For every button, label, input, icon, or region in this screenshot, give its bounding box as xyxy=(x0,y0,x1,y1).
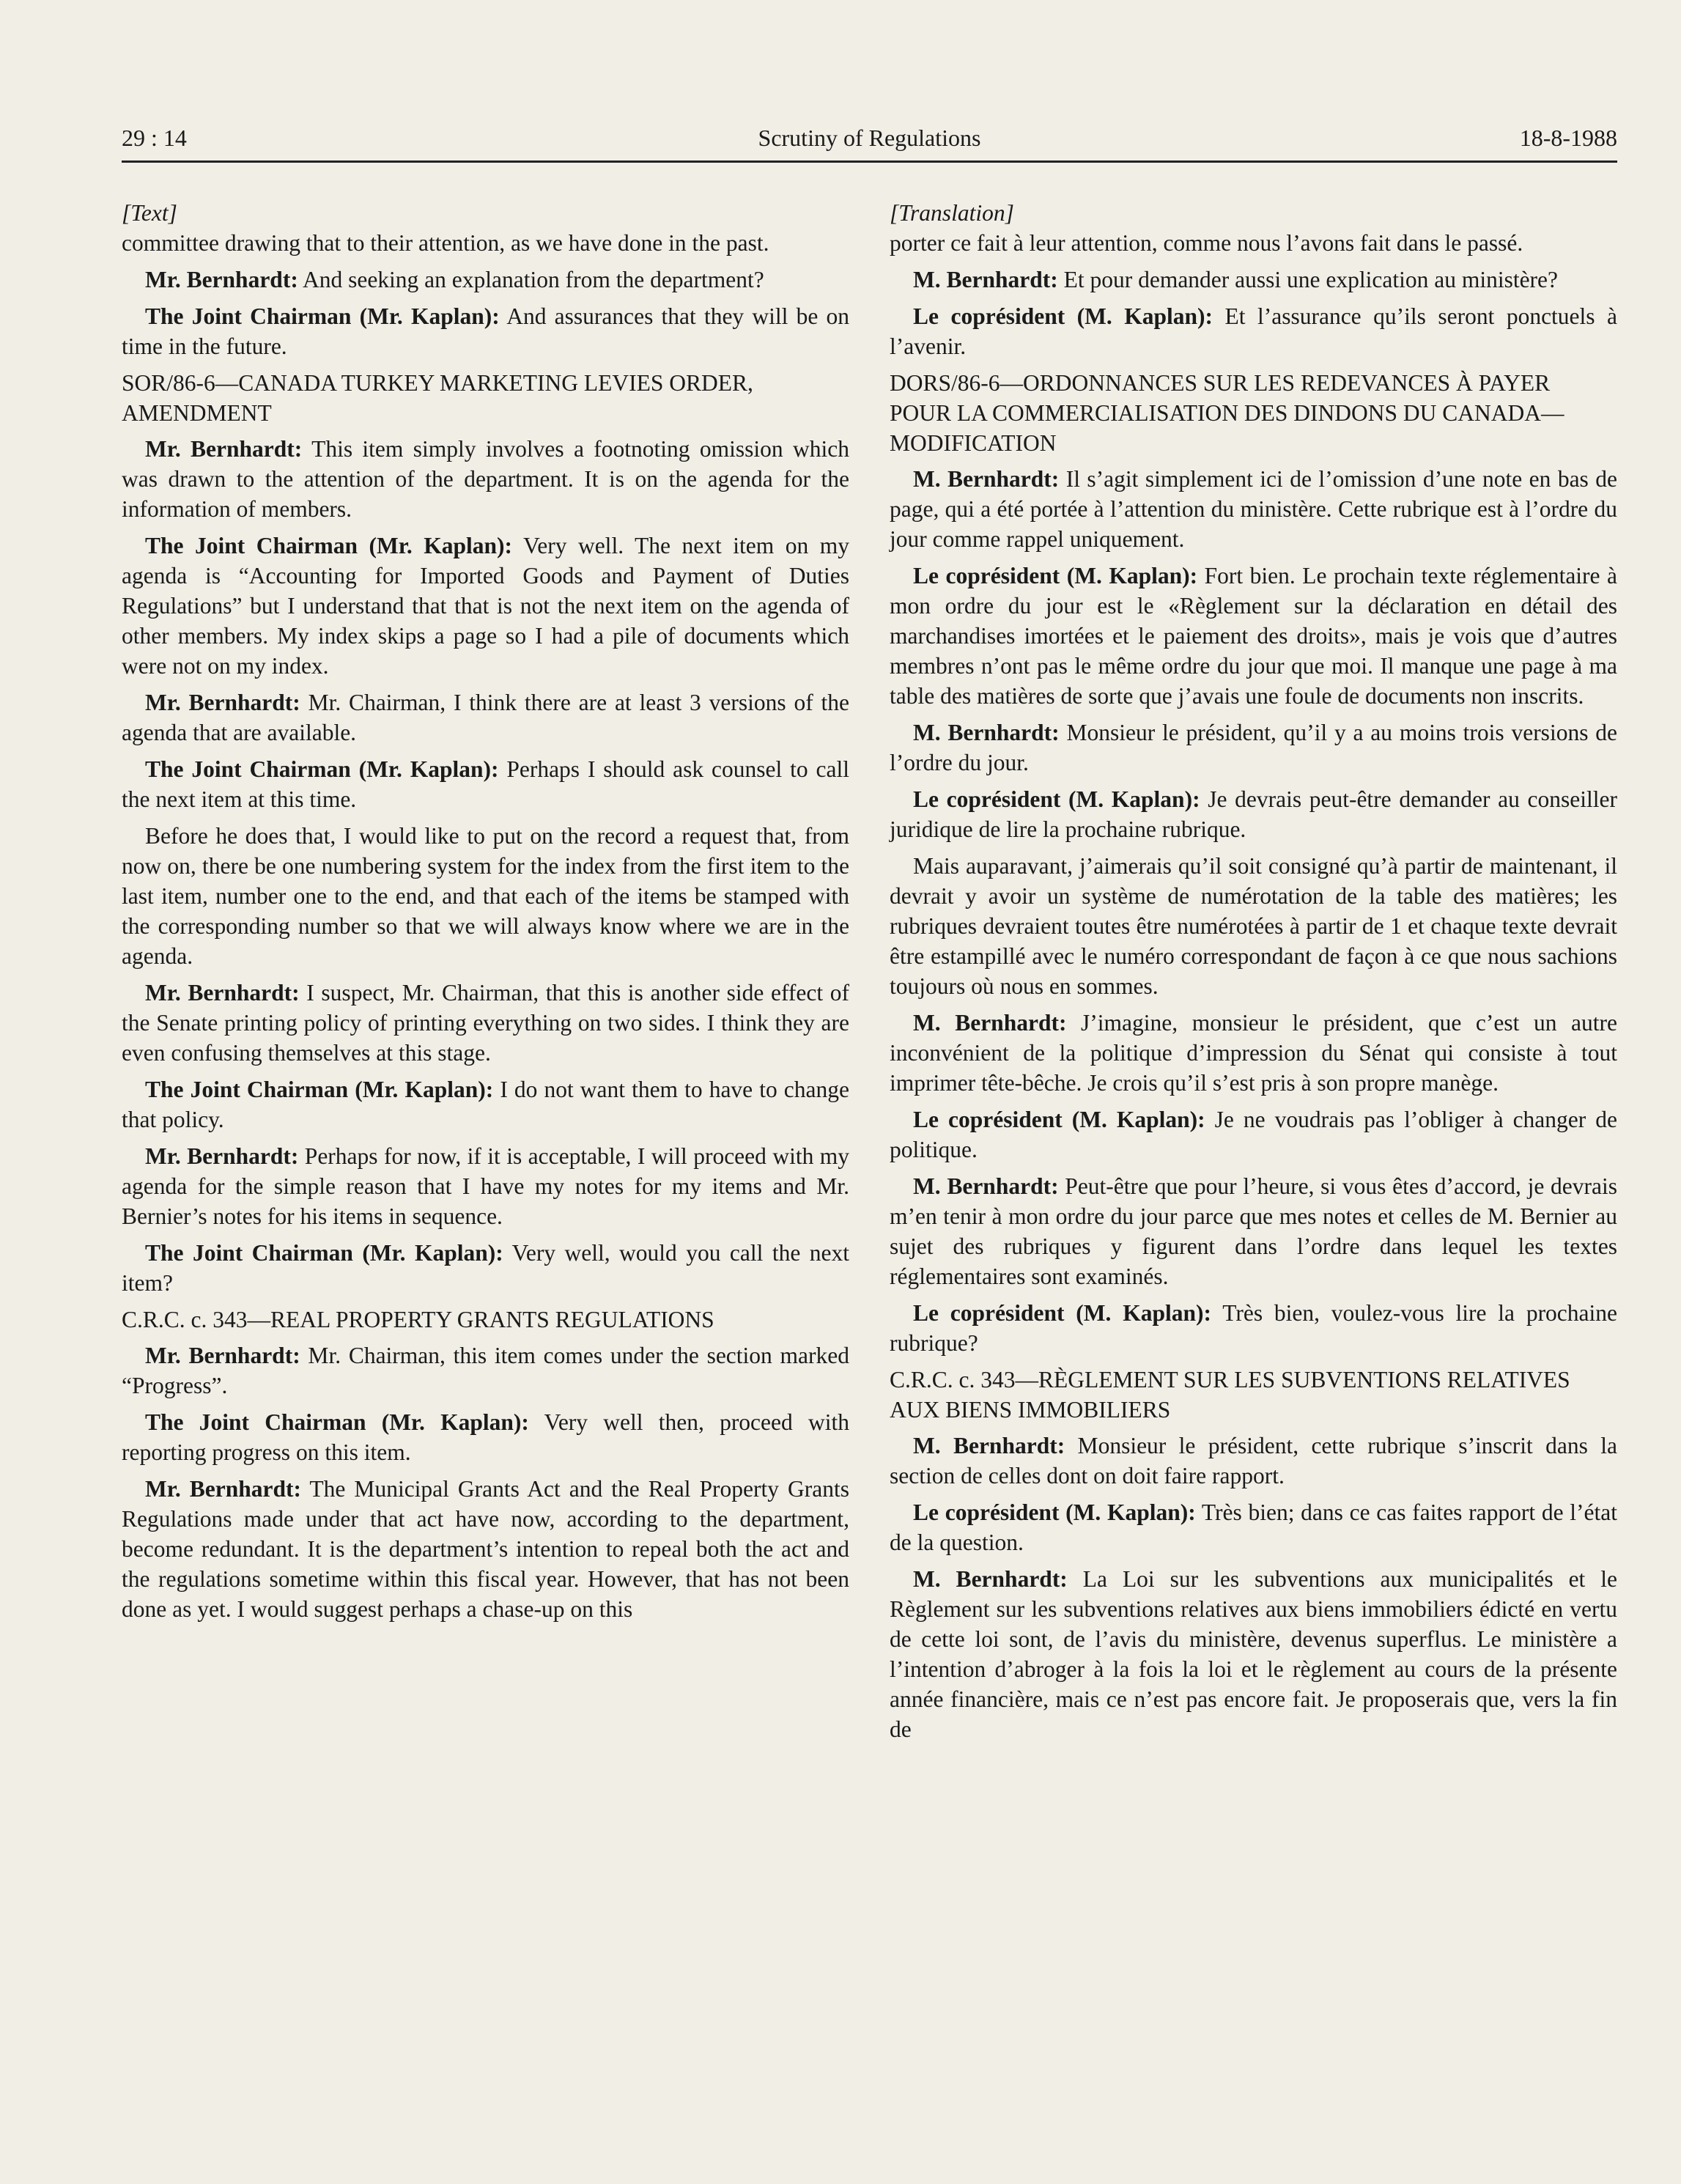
paragraph-text: And seeking an explanation from the department? xyxy=(298,267,764,292)
paragraph xyxy=(122,531,849,681)
speaker-name: The Joint Chairman (Mr. Kaplan): xyxy=(145,303,500,329)
speaker-name: Mr. Bernhardt: xyxy=(145,1476,301,1502)
paragraph-text: I do not want them to have to change that policy. xyxy=(122,1077,849,1132)
speaker-name: Le coprésident (M. Kaplan): xyxy=(913,303,1213,329)
header-date: 18-8-1988 xyxy=(1519,125,1617,151)
language-label: [Text] xyxy=(122,200,177,226)
speaker-name: Le coprésident (M. Kaplan): xyxy=(913,1300,1211,1326)
paragraph xyxy=(122,1074,849,1135)
paragraph-text: Perhaps I should ask counsel to call the next item at this time. xyxy=(122,756,849,812)
speaker-name: M. Bernhardt: xyxy=(913,466,1060,492)
publication-title: Scrutiny of Regulations xyxy=(758,125,981,151)
speaker-name: The Joint Chairman (Mr. Kaplan): xyxy=(145,1077,494,1102)
item-heading: C.R.C. c. 343—RÈGLEMENT SUR LES SUBVENTIONS RELATIVES AUX BIENS IMMOBILIERS xyxy=(890,1367,1570,1423)
language-label-text: Translation xyxy=(898,200,1005,226)
paragraph-text: The Municipal Grants Act and the Real Property Grants Regulations made under that act have now, according to the department, become redundant. It is the department’s intention to repeal both the act and the regulations sometime within this fiscal year. However, that has not been done as yet. I would suggest perhaps a chase-up on this xyxy=(122,1476,849,1622)
paragraph-text: I suspect, Mr. Chairman, that this is another side effect of the Senate printing policy of printing everything on two sides. I think they are even confusing themselves at this stage. xyxy=(122,980,850,1066)
paragraph xyxy=(890,717,1617,778)
language-label: [Translation] xyxy=(890,200,1014,226)
paragraph-text: This item simply involves a footnoting omission which was drawn to the attention of the department. It is on the agenda for the information of members. xyxy=(122,436,850,522)
paragraph-text: Perhaps for now, if it is acceptable, I will proceed with my agenda for the simple reason that I have my notes for my items and Mr. Bernier’s notes for his items in sequence. xyxy=(122,1143,849,1229)
paragraph xyxy=(890,1298,1617,1358)
running-header xyxy=(122,125,1617,158)
speaker-name: Mr. Bernhardt: xyxy=(145,1143,299,1169)
speaker-name: The Joint Chairman (Mr. Kaplan): xyxy=(145,756,499,782)
paragraph-text: Very well, would you call the next item? xyxy=(122,1240,849,1296)
paragraph xyxy=(122,1407,849,1467)
paragraph xyxy=(890,1104,1617,1165)
paragraph-text: Monsieur le président, cette rubrique s’inscrit dans la section de celles dont on doit faire rapport. xyxy=(890,1433,1617,1488)
paragraph-text: And assurances that they will be on time in the future. xyxy=(122,303,849,359)
speaker-name: Le coprésident (M. Kaplan): xyxy=(913,1107,1205,1132)
paragraph-text: porter ce fait à leur attention, comme nous l’avons fait dans le passé. xyxy=(890,230,1523,256)
paragraph-text: Mais auparavant, j’aimerais qu’il soit consigné qu’à partir de maintenant, il devrait y avoir un système de numérotation de la table des matières; les rubriques devraient toutes être numérotées à partir de 1 et chaque texte devrait être estampillé avec le numéro correspondant de façon à ce que nous sachions toujours où nous en sommes. xyxy=(890,853,1617,999)
paragraph-text: Peut-être que pour l’heure, si vous êtes d’accord, je devrais m’en tenir à mon ordre du jour parce que mes notes et celles de M. Bernier au sujet des rubriques y figurent dans l’ordre dans lequel les textes réglementaires sont examinés. xyxy=(890,1173,1617,1289)
paragraph xyxy=(122,821,849,971)
paragraph-text: Très bien; dans ce cas faites rapport de l’état de la question. xyxy=(890,1499,1617,1555)
paragraph-text: Mr. Chairman, I think there are at least 3 versions of the agenda that are available. xyxy=(122,690,849,745)
paragraph xyxy=(122,687,849,748)
speaker-name: M. Bernhardt: xyxy=(913,1173,1059,1199)
paragraph-text: Je devrais peut-être demander au conseiller juridique de lire la prochaine rubrique. xyxy=(890,786,1617,842)
paragraph xyxy=(122,1238,849,1298)
paragraph xyxy=(890,1564,1617,1744)
paragraph-text: Très bien, voulez-vous lire la prochaine rubrique? xyxy=(890,1300,1618,1356)
paragraph-text: Before he does that, I would like to put on the record a request that, from now on, there be one numbering system for the index from the first item to the last item, number one to the end, and that each of the items be stamped with the corresponding number so that we will always know where we are in the agenda. xyxy=(122,823,849,969)
speaker-name: Le coprésident (M. Kaplan): xyxy=(913,563,1198,589)
speaker-name: Mr. Bernhardt: xyxy=(145,690,300,715)
paragraph-text: committee drawing that to their attention, as we have done in the past. xyxy=(122,230,769,256)
paragraph-text: Il s’agit simplement ici de l’omission d’une note en bas de page, qui a été portée à l’attention du ministère. Cette rubrique est à l’ordre du jour comme rappel uniquement. xyxy=(890,466,1617,552)
speaker-name: Le coprésident (M. Kaplan): xyxy=(913,1499,1196,1525)
speaker-name: M. Bernhardt: xyxy=(913,1433,1065,1458)
speaker-name: Le coprésident (M. Kaplan): xyxy=(913,786,1200,812)
speaker-name: Mr. Bernhardt: xyxy=(145,267,298,292)
paragraph xyxy=(890,1171,1617,1291)
paragraph xyxy=(122,265,849,295)
speaker-name: M. Bernhardt: xyxy=(913,1566,1068,1592)
paragraph xyxy=(122,1474,849,1624)
speaker-name: M. Bernhardt: xyxy=(913,267,1058,292)
french-column xyxy=(890,198,1617,1751)
paragraph xyxy=(890,228,1617,258)
paragraph xyxy=(890,1431,1617,1491)
paragraph xyxy=(890,561,1617,711)
paragraph xyxy=(122,301,849,361)
language-label-text: Text xyxy=(130,200,169,226)
paragraph xyxy=(890,851,1617,1001)
speaker-name: M. Bernhardt: xyxy=(913,1010,1067,1036)
speaker-name: The Joint Chairman (Mr. Kaplan): xyxy=(145,533,513,558)
paragraph-text: La Loi sur les subventions aux municipalités et le Règlement sur les subventions relatives aux biens immobiliers édicté en vertu de cette loi sont, de l’avis du ministère, devenus superflus. Le ministère a l’intention d’abroger à la fois la loi et le règlement au cours de la présente année financière, mais ce n’est pas encore fait. Je proposerais que, vers la fin de xyxy=(890,1566,1617,1742)
speaker-name: M. Bernhardt: xyxy=(913,720,1060,745)
paragraph-text: Very well. The next item on my agenda is “Accounting for Imported Goods and Payment of Duties Regulations” but I understand that that is not the next item on the agenda of other members. My index skips a page so I had a pile of documents which were not on my index. xyxy=(122,533,849,679)
header-rule xyxy=(122,161,1617,163)
paragraph-text: Very well then, proceed with reporting progress on this item. xyxy=(122,1409,849,1465)
paragraph xyxy=(122,978,849,1068)
paragraph xyxy=(890,464,1617,554)
page-number: 29 : 14 xyxy=(122,125,187,151)
paragraph xyxy=(890,1497,1617,1557)
paragraph xyxy=(122,228,849,258)
paragraph-text: Et l’assurance qu’ils seront ponctuels à l’avenir. xyxy=(890,303,1618,359)
paragraph-text: Je ne voudrais pas l’obliger à changer de politique. xyxy=(890,1107,1617,1162)
paragraph-text: J’imagine, monsieur le président, que c’est un autre inconvénient de la politique d’impression du Sénat qui consiste à tout imprimer tête-bêche. Je crois qu’il s’est pris à son propre manège. xyxy=(890,1010,1617,1096)
paragraph xyxy=(122,434,849,524)
paragraph xyxy=(890,265,1617,295)
speaker-name: Mr. Bernhardt: xyxy=(145,1343,300,1368)
paragraph xyxy=(122,1141,849,1231)
paragraph-text: Monsieur le président, qu’il y a au moins trois versions de l’ordre du jour. xyxy=(890,720,1617,775)
speaker-name: Mr. Bernhardt: xyxy=(145,436,303,462)
paragraph xyxy=(122,1340,849,1401)
speaker-name: The Joint Chairman (Mr. Kaplan): xyxy=(145,1409,529,1435)
paragraph xyxy=(890,301,1617,361)
item-heading: DORS/86-6—ORDONNANCES SUR LES REDEVANCES À PAYER POUR LA COMMERCIALISATION DES DINDONS DU CANADA—MODIFICATION xyxy=(890,370,1564,456)
speaker-name: Mr. Bernhardt: xyxy=(145,980,300,1006)
paragraph-text: Fort bien. Le prochain texte réglementaire à mon ordre du jour est le «Règlement sur la déclaration en détail des marchandises imortées et le paiement des droits», mais je vois que d’autres membres n’ont pas le même ordre du jour que moi. Il manque une page à ma table des matières de sorte que j’avais une foule de documents non inscrits. xyxy=(890,563,1618,709)
paragraph-text: Et pour demander aussi une explication au ministère? xyxy=(1057,267,1559,292)
paragraph xyxy=(890,784,1617,844)
paragraph xyxy=(122,754,849,814)
speaker-name: The Joint Chairman (Mr. Kaplan): xyxy=(145,1240,503,1266)
english-column xyxy=(122,198,849,1631)
paragraph xyxy=(890,1008,1617,1098)
item-heading: C.R.C. c. 343—REAL PROPERTY GRANTS REGULATIONS xyxy=(122,1307,714,1332)
item-heading: SOR/86-6—CANADA TURKEY MARKETING LEVIES ORDER, AMENDMENT xyxy=(122,370,753,426)
paragraph-text: Mr. Chairman, this item comes under the section marked “Progress”. xyxy=(122,1343,849,1398)
